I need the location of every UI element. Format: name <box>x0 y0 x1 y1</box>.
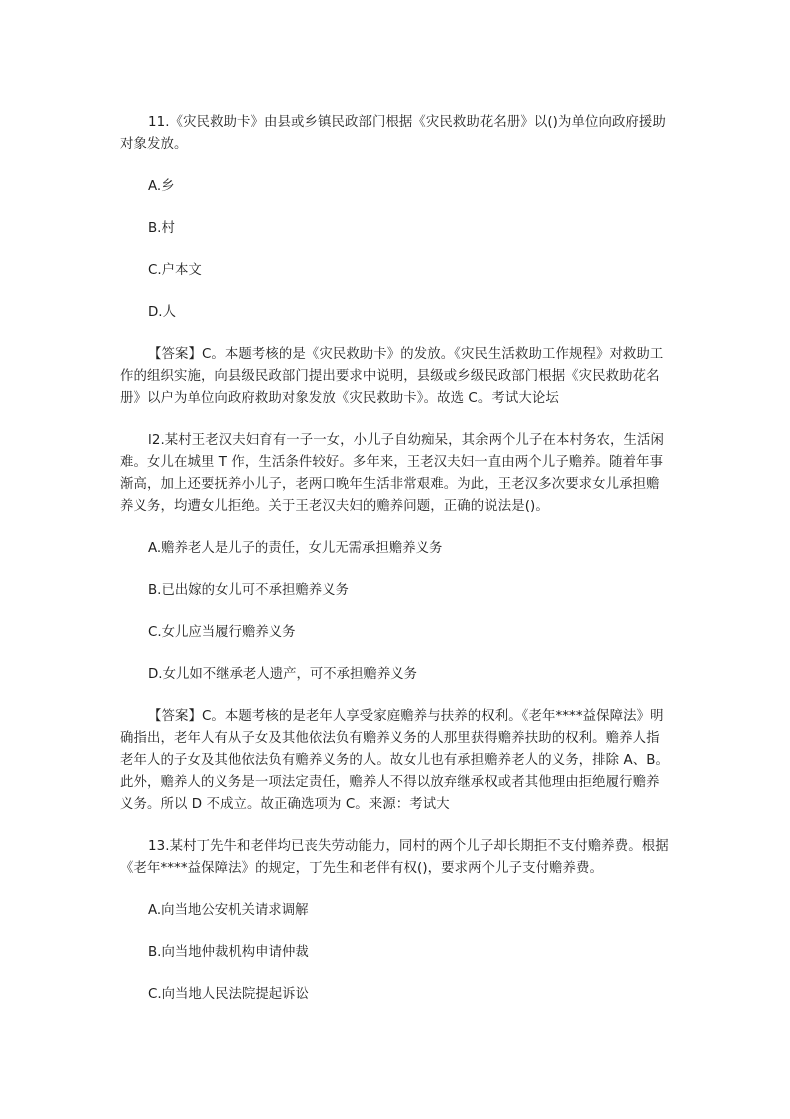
question-13-option-b: B.向当地仲裁机构申请仲裁 <box>148 945 309 960</box>
question-11-answer: 【答案】C。本题考核的是《灾民救助卡》的发放。《灾民生活救助工作规程》对救助工作的组织实施，向县级民政部门提出要求中说明，县级或乡级民政部门根据《灾民救助花名册》以户为单位向政府救助对象发放《灾民救助卡》。故选 C。考试大论坛 <box>120 347 664 406</box>
question-12-stem: l2.某村王老汉夫妇育有一子一女，小儿子自幼痴呆，其余两个儿子在本村务农，生活闲难。女儿在城里 T 作，生活条件较好。多年来，王老汉夫妇一直由两个儿子赡养。随着年事渐高，加上还要抚养小儿子，老两口晚年生活非常艰难。为此，王老汉多次要求女儿承担赡养义务，均遭女儿拒绝。关于王老汉夫妇的赡养问题，正确的说法是()。 <box>120 433 664 514</box>
question-11-stem: 11.《灾民救助卡》由县或乡镇民政部门根据《灾民救助花名册》以()为单位向政府援助对象发放。 <box>120 115 666 152</box>
question-13-option-a: A.向当地公安机关请求调解 <box>148 903 309 918</box>
question-11-option-c: C.户本文 <box>148 263 202 278</box>
question-11-option-d: D.人 <box>148 305 176 320</box>
question-12-answer: 【答案】C。本题考核的是老年人享受家庭赡养与扶养的权利。《老年****益保障法》明确指出，老年人有从子女及其他依法负有赡养义务的人那里获得赡养扶助的权利。赡养人指老年人的子女及其他依法负有赡养义务的人。故女儿也有承担赡养老人的义务，排除 A、B。此外，赡养人的义务是一项法定责任，赡养人不得以放弃继承权或者其他理由拒绝履行赡养义务。所以 D 不成立。故正确选项为 C。来源：考试大 <box>120 709 670 812</box>
question-13-stem: 13.某村丁先牛和老伴均已丧失劳动能力，同村的两个儿子却长期拒不支付赡养费。根据《老年****益保障法》的规定，丁先生和老伴有权()，要求两个儿子支付赡养费。 <box>120 839 669 876</box>
question-12-option-b: B.已出嫁的女儿可不承担赡养义务 <box>148 583 349 598</box>
question-12-option-c: C.女儿应当履行赡养义务 <box>148 625 296 640</box>
question-13-option-c: C.向当地人民法院提起诉讼 <box>148 987 309 1002</box>
question-12-option-d: D.女儿如不继承老人遗产，可不承担赡养义务 <box>148 667 417 682</box>
question-12-option-a: A.赡养老人是儿子的责任，女儿无需承担赡养义务 <box>148 541 443 556</box>
question-11-option-a: A.乡 <box>148 179 175 194</box>
question-11-option-b: B.村 <box>148 221 175 236</box>
document-content <box>120 112 672 1006</box>
